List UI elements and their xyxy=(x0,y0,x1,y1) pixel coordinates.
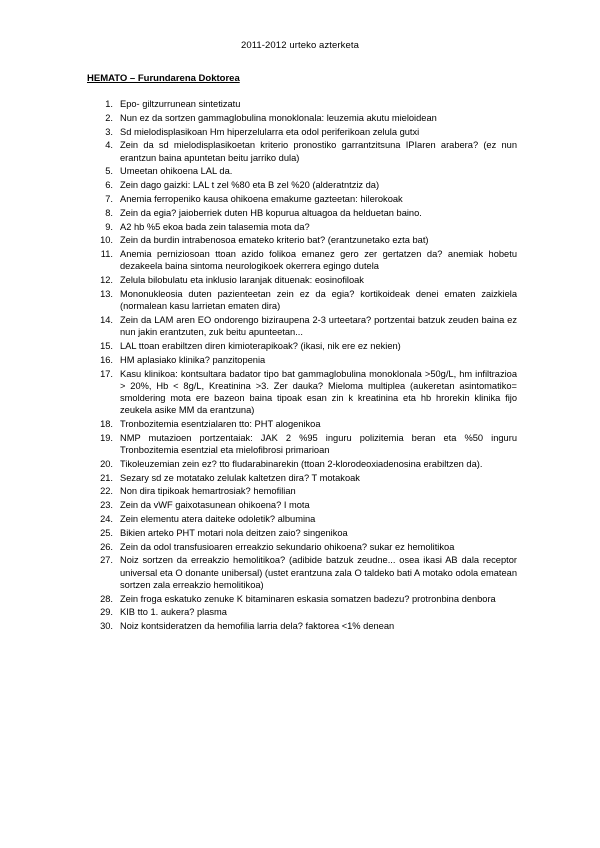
question-item xyxy=(87,541,517,553)
question-number: 23. xyxy=(100,500,113,511)
question-number: 1. xyxy=(105,99,113,109)
question-item xyxy=(87,248,517,272)
question-number: 22. xyxy=(100,486,113,497)
question-text: Umeetan ohikoena LAL da. xyxy=(120,166,233,177)
question-text: Tikoleuzemian zein ez? tto fludarabinarekin (ttoan 2-klorodeoxiadenosina erabiltzen da). xyxy=(120,458,483,469)
question-item xyxy=(87,499,517,511)
question-number: 14. xyxy=(100,314,113,325)
question-number: 21. xyxy=(100,472,113,483)
section-title: HEMATO – Furundarena Doktorea xyxy=(87,73,240,84)
question-item xyxy=(87,527,517,539)
question-text: NMP mutazioen portzentaiak: JAK 2 %95 inguru polizitemia beran eta %50 inguru Tronbozitemia esentzial eta mielofibrosi primarioan xyxy=(120,432,517,455)
question-number: 26. xyxy=(100,541,113,552)
question-item xyxy=(87,593,517,605)
question-item xyxy=(87,458,517,470)
question-text: Noiz kontsideratzen da hemofilia larria dela? faktorea <1% denean xyxy=(120,621,395,632)
question-number: 8. xyxy=(105,207,113,218)
question-item xyxy=(87,554,517,591)
question-text: Zein froga eskatuko zenuke K bitaminaren eskasia somatzen badezu? protronbina denbora xyxy=(120,593,496,604)
question-text: A2 hb %5 ekoa bada zein talasemia mota da? xyxy=(120,221,310,232)
question-number: 28. xyxy=(100,593,113,604)
question-item xyxy=(87,314,517,338)
question-text: Nun ez da sortzen gammaglobulina monoklonala: leuzemia akutu mieloidean xyxy=(120,112,437,123)
question-text: Sd mielodisplasikoan Hm hiperzelularra eta odol periferikoan zelula gutxi xyxy=(120,126,420,137)
question-number: 24. xyxy=(100,513,113,524)
question-item xyxy=(87,288,517,312)
question-number: 6. xyxy=(105,180,113,191)
question-text: Mononukleosia duten pazienteetan zein ez da egia? kortikoideak denei ematen zaizkiela (normalean kasu larrietan ematen dira) xyxy=(120,288,517,312)
question-text: Bikien arteko PHT motari nola deitzen zaio? singenikoa xyxy=(120,527,348,538)
question-list xyxy=(87,98,517,634)
question-number: 3. xyxy=(105,126,113,137)
question-item xyxy=(87,340,517,352)
page-header: 2011-2012 urteko azterketa xyxy=(240,40,360,51)
question-number: 9. xyxy=(105,221,113,232)
question-text: Anemia perniziosoan ttoan azido folikoa emanez gero zer gertatzen da? anemiak hobetu dezakeela baina sintoma neurologikoek okerrera egingo dutela xyxy=(120,249,517,272)
question-text: Zein elementu atera daiteke odoletik? albumina xyxy=(120,513,316,524)
question-text: HM aplasiako klinika? panzitopenia xyxy=(120,354,266,365)
question-text: Zein da odol transfusioaren erreakzio sekundario ohikoena? sukar ez hemolitikoa xyxy=(120,541,455,552)
question-number: 15. xyxy=(100,340,113,351)
question-number: 13. xyxy=(100,288,113,299)
question-number: 30. xyxy=(100,621,113,632)
question-item xyxy=(87,126,517,138)
question-item xyxy=(87,139,517,163)
question-number: 16. xyxy=(100,354,113,365)
question-item xyxy=(87,513,517,525)
question-item xyxy=(87,354,517,366)
question-number: 2. xyxy=(105,112,113,123)
question-number: 11. xyxy=(100,249,113,260)
question-number: 25. xyxy=(100,527,113,538)
question-text: Tronbozitemia esentzialaren tto: PHT alogenikoa xyxy=(120,418,321,429)
question-text: Kasu klinikoa: kontsultara badator tipo bat gammaglobulina monoklonala >50g/L, hm infiltrazioa > 20%, Hb < 8g/L, Kreatinina >3. Zer dauka? Mieloma multiplea (aukeretan asintomatiko= smoldering mota ere bazeon baina tipoak esan zin k kreatinina eta hb hrorekin klinika fijo zeukela asike MM da erantzuna) xyxy=(120,368,517,416)
question-item xyxy=(87,368,517,417)
question-item xyxy=(87,620,517,632)
question-text: LAL ttoan erabiltzen diren kimioterapikoak? (ikasi, nik ere ez nekien) xyxy=(120,340,401,351)
question-number: 19. xyxy=(100,432,113,443)
question-number: 5. xyxy=(105,166,113,177)
question-item xyxy=(87,485,517,497)
question-item xyxy=(87,207,517,219)
question-text: Zelula bilobulatu eta inklusio laranjak dituenak: eosinofiloak xyxy=(120,275,364,286)
question-item xyxy=(87,221,517,233)
question-text: Noiz sortzen da erreakzio hemolitikoa? (adibide batzuk zeudne... osea ikasi AB dala receptor universal eta O donante unibersal) (ustet erantzuna zala O taldeko bati A motako odola ematean sortzen zala erreakzio hemolitikoa) xyxy=(120,555,517,590)
question-text: Anemia ferropeniko kausa ohikoena emakume gazteetan: hilerokoak xyxy=(120,193,403,204)
question-text: Zein da vWF gaixotasunean ohikoena? I mota xyxy=(120,500,310,511)
question-text: KIB tto 1. aukera? plasma xyxy=(120,607,227,618)
question-text: Non dira tipikoak hemartrosiak? hemofilian xyxy=(120,486,296,497)
question-item xyxy=(87,472,517,484)
question-item xyxy=(87,112,517,124)
question-item xyxy=(87,98,517,110)
question-text: Zein da LAM aren EO ondorengo biziraupena 2-3 urteetara? portzentai batzuk zeuden baina ez nun jakin erantzuten, zuk beitu apunteetan... xyxy=(120,314,517,338)
question-item xyxy=(87,193,517,205)
question-number: 7. xyxy=(105,193,113,204)
question-number: 17. xyxy=(100,368,113,379)
question-item xyxy=(87,432,517,456)
question-text: Zein da burdin intrabenosoa emateko kriterio bat? (erantzunetako ezta bat) xyxy=(120,235,429,246)
question-number: 12. xyxy=(100,275,113,286)
question-item xyxy=(87,274,517,286)
question-number: 27. xyxy=(100,555,113,566)
question-text: Epo- giltzurrunean sintetizatu xyxy=(120,99,241,109)
question-text: Zein dago gaizki: LAL t zel %80 eta B zel %20 (alderatntziz da) xyxy=(120,180,380,191)
question-text: Sezary sd ze motatako zelulak kaltetzen dira? T motakoak xyxy=(120,472,360,483)
question-item xyxy=(87,165,517,177)
question-item xyxy=(87,606,517,618)
question-number: 29. xyxy=(100,607,113,618)
question-item xyxy=(87,234,517,246)
question-item xyxy=(87,179,517,191)
question-text: Zein da egia? jaioberriek duten HB kopurua altuagoa da helduetan baino. xyxy=(120,207,422,218)
question-number: 10. xyxy=(100,235,113,246)
question-item xyxy=(87,418,517,430)
question-number: 4. xyxy=(105,140,113,151)
question-text: Zein da sd mielodisplasikoetan kriterio pronostiko garrantzitsuna IPIaren arabera? (ez nun erantzun baina apuntetan beitu jarriko dula) xyxy=(120,140,517,163)
question-number: 18. xyxy=(100,418,113,429)
question-number: 20. xyxy=(100,458,113,469)
